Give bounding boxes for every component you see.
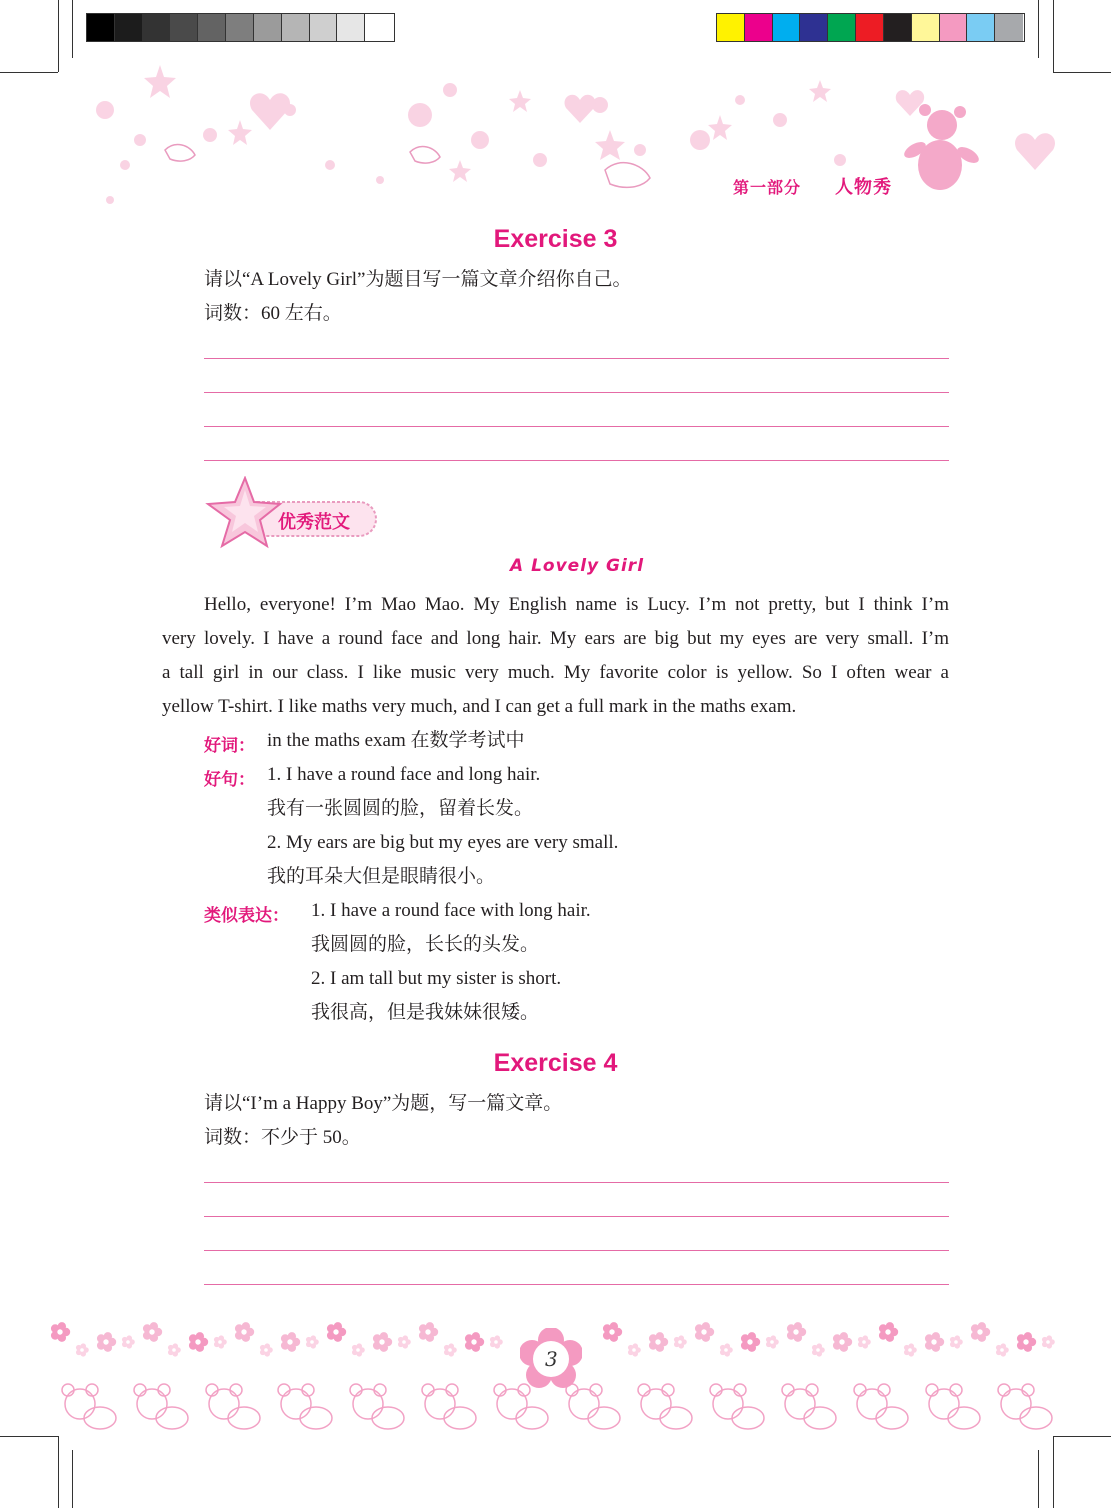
calibration-swatch — [115, 14, 143, 41]
exercise-3-title: Exercise 3 — [493, 225, 618, 253]
calibration-swatch — [995, 14, 1023, 41]
good-sentence-translation: 我的耳朵大但是眼睛很小。 — [267, 866, 496, 887]
writing-line — [204, 1216, 949, 1217]
calibration-swatch — [912, 14, 940, 41]
essay-line: yellow T-shirt. I like maths very much, and I can get a full mark in the maths exam. — [162, 696, 797, 717]
calibration-swatch — [337, 14, 365, 41]
crop-mark — [0, 72, 58, 73]
calibration-swatch — [717, 14, 745, 41]
writing-line — [204, 426, 949, 427]
calibration-swatch — [856, 14, 884, 41]
page-number: 3 — [545, 1347, 558, 1371]
calibration-swatch — [198, 14, 226, 41]
writing-line — [204, 1284, 949, 1285]
calibration-swatch — [800, 14, 828, 41]
exercise-4-word-count: 词数：不少于 50。 — [204, 1127, 361, 1148]
calibration-swatch — [170, 14, 198, 41]
good-sentences-label: 好句： — [204, 770, 255, 790]
grayscale-calibration-bar — [86, 13, 395, 42]
good-sentence: 1. I have a round face and long hair. — [267, 764, 541, 785]
calibration-swatch — [365, 14, 393, 41]
calibration-swatch — [940, 14, 968, 41]
chapter-title: 人物秀 — [835, 177, 892, 198]
calibration-swatch — [87, 14, 115, 41]
crop-mark — [72, 0, 73, 58]
essay-line: Hello, everyone! I’m Mao Mao. My English name is Lucy. I’m not pretty, but I think I’m — [204, 594, 949, 615]
calibration-swatch — [828, 14, 856, 41]
essay-line: a tall girl in our class. I like music very much. My favorite color is yellow. So I often wear a — [162, 662, 949, 683]
crop-mark — [1038, 0, 1039, 58]
crop-mark — [58, 1436, 59, 1508]
model-essay-body — [162, 588, 949, 724]
calibration-swatch — [745, 14, 773, 41]
similar-expression-translation: 我很高，但是我妹妹很矮。 — [311, 1002, 540, 1023]
good-words-label: 好词： — [204, 736, 255, 756]
calibration-swatch — [254, 14, 282, 41]
exercise-4-prompt: 请以“I’m a Happy Boy”为题，写一篇文章。 — [204, 1093, 563, 1114]
calibration-swatch — [282, 14, 310, 41]
good-sentence: 2. My ears are big but my eyes are very small. — [267, 832, 619, 853]
writing-line — [204, 1182, 949, 1183]
essay-line: very lovely. I have a round face and long hair. My ears are big but my eyes are very small. I’m — [162, 628, 949, 649]
writing-line — [204, 358, 949, 359]
similar-expression: 1. I have a round face with long hair. — [311, 900, 591, 921]
good-sentence-translation: 我有一张圆圆的脸，留着长发。 — [267, 798, 534, 819]
crop-mark — [1053, 1436, 1054, 1508]
similar-expression: 2. I am tall but my sister is short. — [311, 968, 562, 989]
color-calibration-bar — [716, 13, 1025, 42]
writing-line — [204, 460, 949, 461]
crop-mark — [1053, 1436, 1111, 1437]
good-words: in the maths exam 在数学考试中 — [267, 730, 525, 751]
calibration-swatch — [143, 14, 171, 41]
similar-expression-translation: 我圆圆的脸，长长的头发。 — [311, 934, 540, 955]
exercise-3-word-count: 词数：60 左右。 — [204, 303, 342, 324]
crop-mark — [58, 0, 59, 72]
calibration-swatch — [884, 14, 912, 41]
similar-expressions-label: 类似表达： — [204, 906, 289, 926]
crop-mark — [1038, 1450, 1039, 1508]
calibration-swatch — [773, 14, 801, 41]
exercise-4-title: Exercise 4 — [493, 1049, 618, 1077]
calibration-swatch — [226, 14, 254, 41]
section-label: 第一部分 — [733, 178, 802, 197]
writing-line — [204, 392, 949, 393]
calibration-swatch — [967, 14, 995, 41]
model-essay-title: A Lovely Girl — [510, 556, 645, 576]
header-decoration — [80, 60, 1060, 210]
model-essay-badge-label: 优秀范文 — [278, 512, 350, 533]
writing-line — [204, 1250, 949, 1251]
calibration-swatch — [310, 14, 338, 41]
exercise-3-prompt: 请以“A Lovely Girl”为题目写一篇文章介绍你自己。 — [204, 269, 632, 290]
crop-mark — [72, 1450, 73, 1508]
crop-mark — [1053, 72, 1111, 73]
